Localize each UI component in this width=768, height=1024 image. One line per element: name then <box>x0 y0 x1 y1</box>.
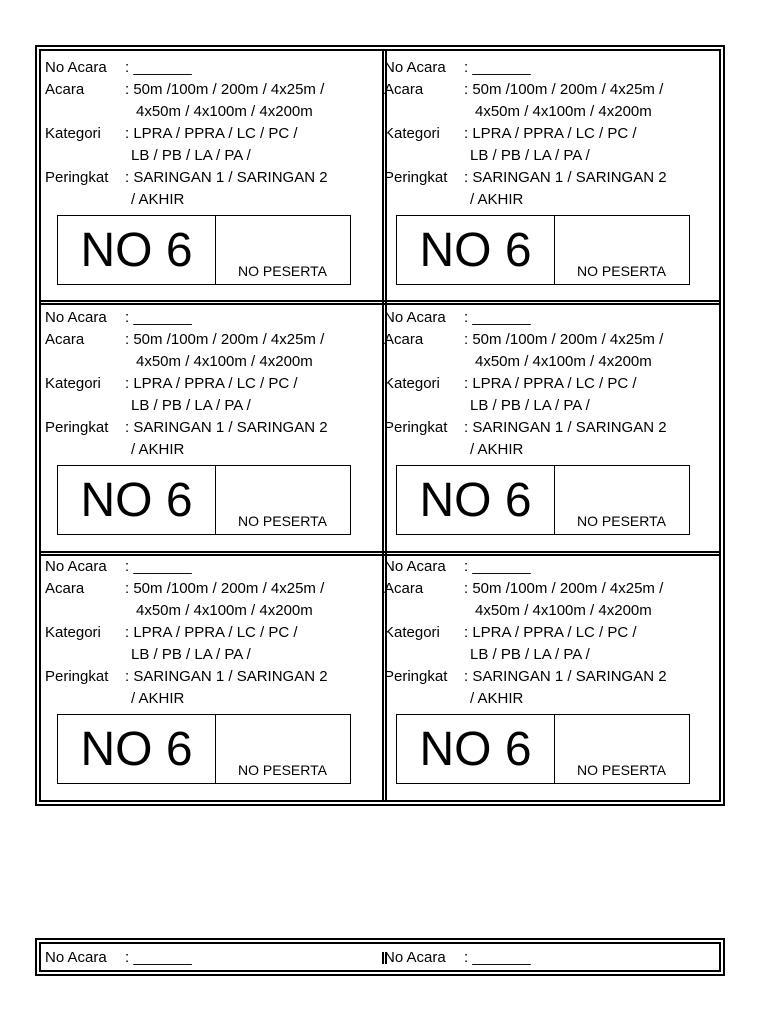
no-acara-row <box>45 556 380 578</box>
entry-number: NO 6 <box>58 715 216 783</box>
acara-label: Acara <box>45 580 85 598</box>
peringkat-label: Peringkat <box>45 668 109 686</box>
no-acara-label: No Acara <box>384 558 446 576</box>
acara-options: : 50m /100m / 200m / 4x25m / <box>464 81 664 98</box>
peringkat-label: Peringkat <box>45 418 109 436</box>
kategori-row <box>45 123 380 145</box>
peringkat-row <box>45 666 380 688</box>
entry-card <box>41 51 380 301</box>
peringkat-label: Peringkat <box>384 418 448 436</box>
cards-sheet <box>35 45 725 806</box>
no-peserta-field[interactable] <box>555 466 689 534</box>
no-acara-label: No Acara <box>384 59 446 76</box>
entry-number: NO 6 <box>58 466 216 534</box>
kategori-options: : LPRA / PPRA / LC / PC / <box>125 624 298 642</box>
number-box <box>396 714 690 784</box>
peringkat-options-cont: / AKHIR <box>131 191 185 208</box>
kategori-label: Kategori <box>384 125 440 142</box>
cards-sheet-inner <box>39 49 721 802</box>
acara-options-cont: 4x50m / 4x100m / 4x200m <box>475 352 652 370</box>
peringkat-row <box>45 417 380 439</box>
kategori-options: : LPRA / PPRA / LC / PC / <box>464 624 637 642</box>
acara-options: : 50m /100m / 200m / 4x25m / <box>125 81 325 98</box>
peringkat-options: : SARINGAN 1 / SARINGAN 2 <box>464 668 667 686</box>
kategori-options: : LPRA / PPRA / LC / PC / <box>125 125 298 142</box>
acara-options: : 50m /100m / 200m / 4x25m / <box>125 580 325 598</box>
no-acara-value: : _______ <box>125 558 192 576</box>
partial-card-row-inner <box>39 942 721 972</box>
no-acara-value: : _______ <box>464 59 531 76</box>
no-peserta-label: NO PESERTA <box>577 512 666 529</box>
vertical-divider <box>382 51 387 800</box>
no-peserta-label: NO PESERTA <box>577 263 666 279</box>
acara-row <box>45 578 380 600</box>
kategori-label: Kategori <box>384 374 440 392</box>
no-acara-value: : _______ <box>464 558 531 576</box>
peringkat-label: Peringkat <box>384 169 448 186</box>
horizontal-divider <box>41 300 719 305</box>
no-acara-value: : _______ <box>125 59 192 76</box>
acara-row <box>45 329 380 351</box>
kategori-options: : LPRA / PPRA / LC / PC / <box>464 374 637 392</box>
number-box <box>57 465 351 535</box>
no-peserta-field[interactable] <box>216 466 350 534</box>
acara-options-cont: 4x50m / 4x100m / 4x200m <box>136 602 313 620</box>
peringkat-options: : SARINGAN 1 / SARINGAN 2 <box>125 668 328 686</box>
acara-row <box>45 79 380 101</box>
acara-label: Acara <box>45 330 85 348</box>
kategori-options-cont: LB / PB / LA / PA / <box>131 147 251 164</box>
peringkat-options: : SARINGAN 1 / SARINGAN 2 <box>125 169 328 186</box>
acara-label: Acara <box>45 81 85 98</box>
no-acara-row <box>384 57 719 79</box>
peringkat-row <box>45 167 380 189</box>
peringkat-row <box>384 666 719 688</box>
entry-card <box>380 550 719 800</box>
entry-card <box>41 301 380 551</box>
no-peserta-field[interactable] <box>216 715 350 783</box>
peringkat-label: Peringkat <box>45 169 109 186</box>
partial-card-row <box>35 938 725 976</box>
kategori-options-cont: LB / PB / LA / PA / <box>470 646 590 664</box>
no-acara-label: No Acara <box>45 59 107 76</box>
peringkat-row <box>384 417 719 439</box>
no-acara-row <box>384 307 719 329</box>
entry-number: NO 6 <box>397 466 555 534</box>
acara-label: Acara <box>384 81 424 98</box>
peringkat-options-cont: / AKHIR <box>470 191 524 208</box>
peringkat-options: : SARINGAN 1 / SARINGAN 2 <box>464 169 667 186</box>
no-peserta-label: NO PESERTA <box>577 762 666 779</box>
partial-card-right <box>380 944 719 970</box>
vertical-divider <box>382 952 387 964</box>
no-acara-label: No Acara <box>384 308 446 326</box>
no-peserta-label: NO PESERTA <box>238 762 327 779</box>
no-acara-label: No Acara <box>384 949 446 966</box>
number-box <box>57 714 351 784</box>
kategori-label: Kategori <box>384 624 440 642</box>
acara-label: Acara <box>384 330 424 348</box>
entry-card <box>380 51 719 301</box>
no-acara-label: No Acara <box>45 558 107 576</box>
acara-options: : 50m /100m / 200m / 4x25m / <box>125 330 325 348</box>
kategori-label: Kategori <box>45 624 101 642</box>
peringkat-options-cont: / AKHIR <box>131 690 185 708</box>
entry-number: NO 6 <box>397 216 555 284</box>
acara-label: Acara <box>384 580 424 598</box>
kategori-row <box>384 373 719 395</box>
kategori-row <box>45 373 380 395</box>
no-acara-label: No Acara <box>45 949 107 966</box>
acara-options-cont: 4x50m / 4x100m / 4x200m <box>136 352 313 370</box>
no-acara-value: : _______ <box>464 949 531 966</box>
no-peserta-field[interactable] <box>216 216 350 284</box>
kategori-row <box>384 622 719 644</box>
kategori-options-cont: LB / PB / LA / PA / <box>131 646 251 664</box>
horizontal-divider <box>41 551 719 556</box>
number-box <box>396 215 690 285</box>
no-peserta-field[interactable] <box>555 715 689 783</box>
acara-row <box>384 329 719 351</box>
entry-number: NO 6 <box>58 216 216 284</box>
kategori-options-cont: LB / PB / LA / PA / <box>470 396 590 414</box>
no-acara-value: : _______ <box>125 308 192 326</box>
acara-options-cont: 4x50m / 4x100m / 4x200m <box>136 103 313 120</box>
acara-options: : 50m /100m / 200m / 4x25m / <box>464 580 664 598</box>
kategori-label: Kategori <box>45 374 101 392</box>
peringkat-options-cont: / AKHIR <box>470 690 524 708</box>
peringkat-options: : SARINGAN 1 / SARINGAN 2 <box>464 418 667 436</box>
acara-options-cont: 4x50m / 4x100m / 4x200m <box>475 602 652 620</box>
no-acara-row <box>45 307 380 329</box>
kategori-label: Kategori <box>45 125 101 142</box>
no-acara-row <box>384 556 719 578</box>
no-peserta-field[interactable] <box>555 216 689 284</box>
peringkat-options-cont: / AKHIR <box>470 440 524 458</box>
kategori-options-cont: LB / PB / LA / PA / <box>131 396 251 414</box>
kategori-options: : LPRA / PPRA / LC / PC / <box>125 374 298 392</box>
no-acara-value: : _______ <box>464 308 531 326</box>
kategori-options-cont: LB / PB / LA / PA / <box>470 147 590 164</box>
kategori-row <box>384 123 719 145</box>
peringkat-label: Peringkat <box>384 668 448 686</box>
peringkat-row <box>384 167 719 189</box>
no-peserta-label: NO PESERTA <box>238 263 327 279</box>
peringkat-options: : SARINGAN 1 / SARINGAN 2 <box>125 418 328 436</box>
peringkat-options-cont: / AKHIR <box>131 440 185 458</box>
partial-card-left <box>41 944 380 970</box>
no-acara-row <box>45 57 380 79</box>
entry-number: NO 6 <box>397 715 555 783</box>
no-peserta-label: NO PESERTA <box>238 512 327 529</box>
acara-options-cont: 4x50m / 4x100m / 4x200m <box>475 103 652 120</box>
acara-row <box>384 79 719 101</box>
number-box <box>57 215 351 285</box>
kategori-row <box>45 622 380 644</box>
entry-card <box>380 301 719 551</box>
no-acara-value: : _______ <box>125 949 192 966</box>
kategori-options: : LPRA / PPRA / LC / PC / <box>464 125 637 142</box>
no-acara-label: No Acara <box>45 308 107 326</box>
acara-options: : 50m /100m / 200m / 4x25m / <box>464 330 664 348</box>
entry-card <box>41 550 380 800</box>
cards-grid <box>41 51 719 800</box>
acara-row <box>384 578 719 600</box>
number-box <box>396 465 690 535</box>
